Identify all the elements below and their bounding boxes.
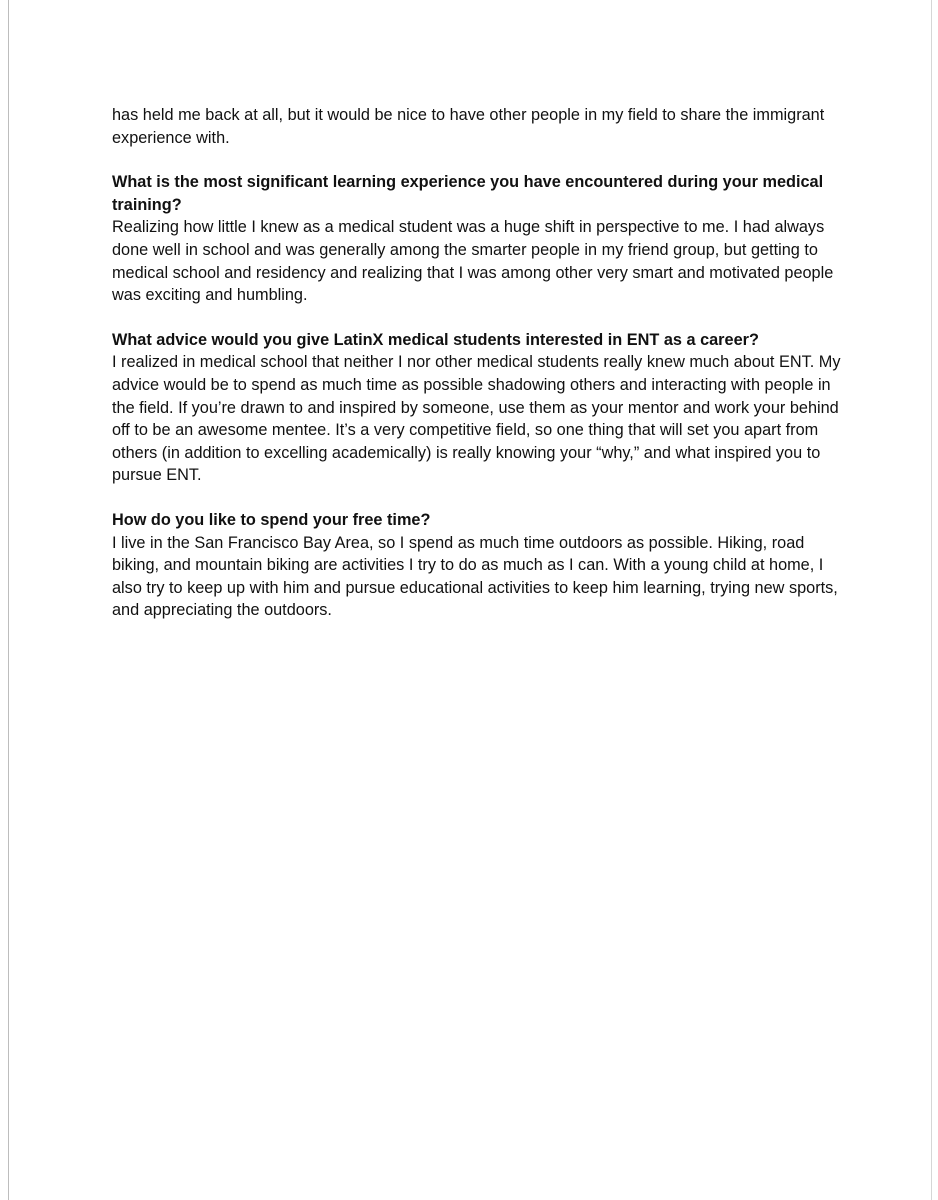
qa-section-advice	[112, 329, 847, 487]
answer-paragraph: I live in the San Francisco Bay Area, so I spend as much time outdoors as possible. Hiking, road biking, and mountain biking are activities I try to do as much as I can. With a young child at home, I also try to keep up with him and pursue educational activities to keep him learning, trying new sports, and appreciating the outdoors.	[112, 533, 838, 620]
document-body	[112, 104, 847, 622]
question-heading: What is the most significant learning experience you have encountered during your medical training?	[112, 173, 824, 214]
answer-paragraph: Realizing how little I knew as a medical student was a huge shift in perspective to me. I had always done well in school and was generally among the smarter people in my friend group, but getting to medical school and residency and realizing that I was among other very smart and motivated people was exciting and humbling.	[112, 218, 834, 305]
page-right-edge	[931, 0, 932, 1200]
qa-section-free-time	[112, 509, 847, 622]
page-left-edge	[8, 0, 9, 1200]
question-heading: How do you like to spend your free time?	[112, 510, 431, 529]
intro-continuation-paragraph: has held me back at all, but it would be nice to have other people in my field to share the immigrant experience with.	[112, 106, 825, 147]
qa-section-learning-experience	[112, 171, 847, 307]
answer-paragraph: I realized in medical school that neither I nor other medical students really knew much about ENT. My advice would be to spend as much time as possible shadowing others and interacting with people in the field. If you’re drawn to and inspired by someone, use them as your mentor and work your behind off to be an awesome mentee. It’s a very competitive field, so one thing that will set you apart from others (in addition to excelling academically) is really knowing your “why,” and what inspired you to pursue ENT.	[112, 353, 841, 485]
question-heading: What advice would you give LatinX medical students interested in ENT as a career?	[112, 330, 759, 349]
